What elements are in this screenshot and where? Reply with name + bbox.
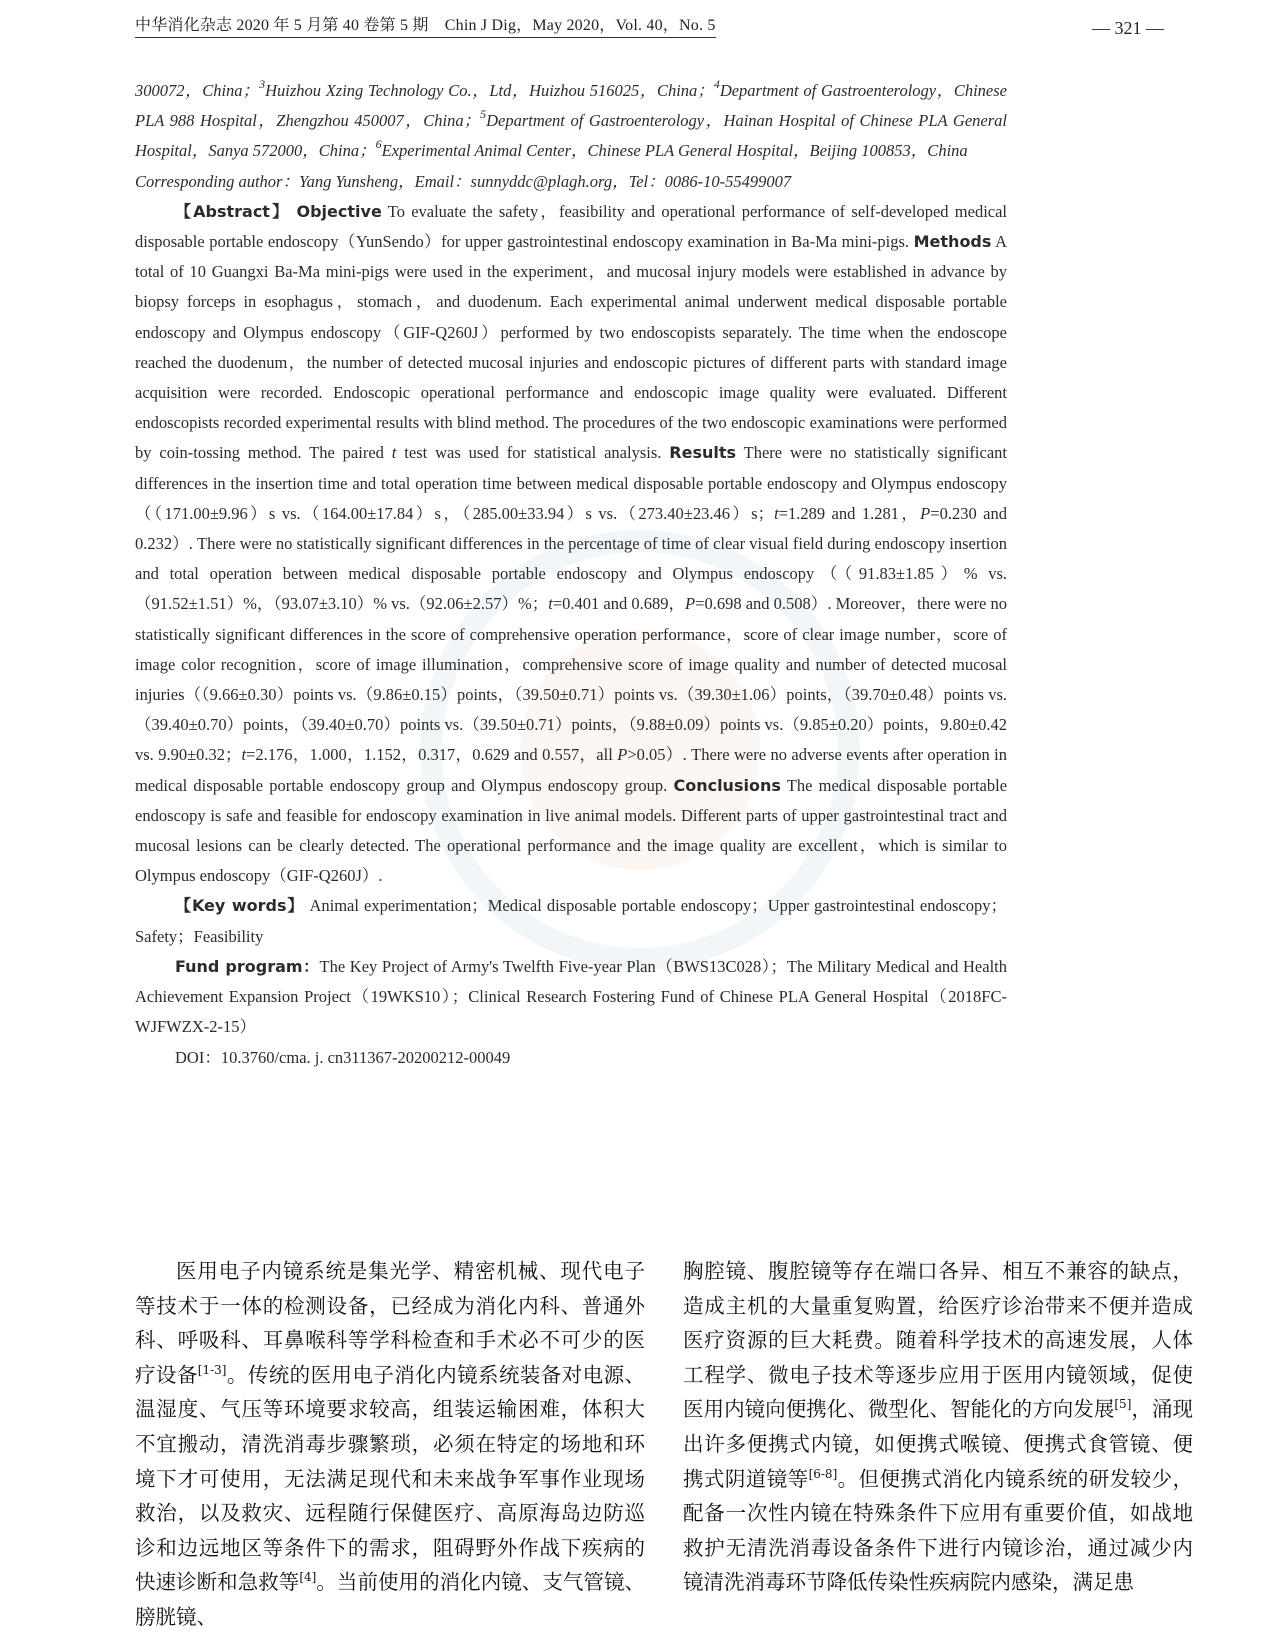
abstract-label: 【Abstract】 bbox=[175, 201, 291, 221]
keywords-text: Animal experimentation；Medical disposable portable endoscopy；Upper gastrointestinal endoscopy；Safety；Feasibility bbox=[135, 896, 1007, 946]
affiliation-text: 300072，China； bbox=[135, 81, 260, 100]
stat-symbol: t bbox=[241, 745, 247, 765]
affiliation-number: 5 bbox=[480, 107, 487, 122]
affiliation-number: 3 bbox=[259, 77, 266, 91]
conclusions-heading: Conclusions bbox=[673, 775, 781, 795]
affiliation-text: Experimental Animal Center，Chinese PLA General Hospital，Beijing 100853，China bbox=[381, 141, 968, 161]
methods-text: A total of 10 Guangxi Ba-Ma mini-pigs were used in the experiment，and mucosal injury models were established in advance by biopsy forceps in esophagus，stomach，and duodenum. Each experimental animal underwent medical disposable portable endoscopy and Olympus endoscopy（GIF-Q260J）performed by two endoscopists separately. The time when the endoscope reached the duodenum，the number of detected mucosal injuries and endoscopic pictures of different parts with standard image acquisition were recorded. Endoscopic operational performance and endoscopic image quality were evaluated. Different endoscopists recorded experimental results with blind method. The procedures of the two endoscopic examinations were performed by coin-tossing method. The paired bbox=[135, 232, 1008, 463]
stat-symbol: t bbox=[548, 594, 553, 614]
affiliation-text: Department of Gastroenterology，Hainan Hospital of Chinese PLA General Hospital，Sanya 572000，China； bbox=[135, 111, 1007, 161]
stat-symbol: P bbox=[617, 745, 628, 765]
results-text: >0.05）. There were no adverse events after operation in medical disposable portable endoscopy group and Olympus endoscopy group. bbox=[135, 745, 1007, 795]
results-heading: Results bbox=[669, 443, 737, 463]
corresponding-author: Corresponding author：Yang Yunsheng，Email：sunnyddc@plagh.org，Tel：0086-10-55499007 bbox=[135, 171, 792, 191]
body-text: 。传统的医用电子消化内镜系统装备对电源、温湿度、气压等环境要求较高，组装运输困难，体积大不宜搬动，清洗消毒步骤繁琐，必须在特定的场地和环境下才可使用，无法满足现代和未来战争军事作业现场救治，以及救灾、远程随行保健医疗、高原海岛边防巡诊和边远地区等条件下的需求，阻碍野外作战下疾病的快速诊断和急救等 bbox=[135, 1362, 646, 1595]
body-paragraph bbox=[135, 1254, 645, 1635]
stat-symbol: P bbox=[920, 503, 931, 523]
citation: [4] bbox=[299, 1570, 317, 1585]
doi: DOI：10.3760/cma. j. cn311367-20200212-00049 bbox=[175, 1047, 511, 1067]
methods-heading: Methods bbox=[913, 232, 992, 252]
results-text: =1.289 and 1.281， bbox=[778, 503, 921, 523]
body-text: ，涌现出许多便携式内镜，如便携式喉镜、便携式食管镜、便携式阴道镜等 bbox=[683, 1397, 1194, 1491]
stat-symbol: P bbox=[685, 594, 696, 614]
methods-text-end: test was used for statistical analysis. bbox=[404, 443, 662, 463]
conclusions-text: The medical disposable portable endoscopy is safe and feasible for endoscopy examination in live animal models. Different parts of upper gastrointestinal tract and mucosal lesions can be clearly detected. The operational performance and the image quality are excellent，which is similar to Olympus endoscopy（GIF-Q260J）. bbox=[135, 775, 1008, 886]
affiliation-text: Department of Gastroenterology，Chinese PLA 988 Hospital，Zhengzhou 450007，China； bbox=[135, 81, 1007, 131]
body-column-right bbox=[683, 1254, 1193, 1600]
abstract bbox=[135, 197, 1007, 892]
citation: [6-8] bbox=[808, 1466, 838, 1481]
body-text: 。但便携式消化内镜系统的研发较少，配备一次性内镜在特殊条件下应用有重要价值，如战地救护无清洗消毒设备条件下进行内镜诊治，通过减少内镜清洗消毒环节降低传染性疾病院内感染，满足患 bbox=[683, 1466, 1194, 1595]
stat-symbol: t bbox=[774, 503, 779, 523]
objective-text: To evaluate the safety，feasibility and operational performance of self-developed medical disposable portable endoscopy（YunSendo）for upper gastrointestinal endoscopy examination in Ba-Ma mini-pigs. bbox=[135, 201, 1008, 252]
body-text: 胸腔镜、腹腔镜等存在端口各异、相互不兼容的缺点，造成主机的大量重复购置，给医疗诊治带来不便并造成医疗资源的巨大耗费。随着科学技术的高速发展，人体工程学、微电子技术等逐步应用于医用内镜领域，促使医用内镜向便携化、微型化、智能化的方向发展 bbox=[683, 1259, 1193, 1422]
fund-label: Fund program： bbox=[175, 956, 320, 976]
affiliations bbox=[135, 76, 1007, 167]
citation: [5] bbox=[1114, 1397, 1132, 1412]
objective-heading: Objective bbox=[296, 201, 382, 221]
results-text: =0.230 and 0.232）. There were no statistically significant differences in the percentage of time of clear visual field during endoscopy insertion and total operation between medical disposable portable endoscopy and Olympus endoscopy（（91.83±1.85）% vs.（91.52±1.51）%，（93.07±3.10）% vs.（92.06±2.57）%； bbox=[135, 503, 1007, 614]
affiliation-number: 4 bbox=[713, 77, 720, 91]
keywords bbox=[135, 891, 1007, 951]
fund-program bbox=[135, 952, 1007, 1043]
results-text: =0.698 and 0.508）. Moreover，there were no statistically significant differences in the score of comprehensive operation performance，score of clear image number，score of image color recognition，score of image illumination，comprehensive score of image quality and number of detected mucosal injuries（（9.66±0.30）points vs.（9.86±0.15）points，（39.50±0.71）points vs.（39.30±1.06）points，（39.70±0.48）points vs.（39.40±0.70）points，（39.40±0.70）points vs.（39.50±0.71）points，（9.88±0.09）points vs.（9.85±0.20）points，9.80±0.42 vs. 9.90±0.32； bbox=[135, 594, 1007, 765]
running-head: 中华消化杂志 2020 年 5 月第 40 卷第 5 期 Chin J Dig，May 2020，Vol. 40，No. 5 bbox=[135, 12, 716, 38]
results-text: =0.401 and 0.689， bbox=[552, 594, 686, 614]
english-front-matter bbox=[135, 76, 1007, 1073]
affiliation-number: 6 bbox=[375, 137, 382, 152]
citation: [1-3] bbox=[197, 1362, 227, 1377]
body-column-left bbox=[135, 1254, 645, 1635]
body-text: 。当前使用的消化内镜、支气管镜、膀胱镜、 bbox=[135, 1570, 646, 1629]
page-number: — 321 — bbox=[1092, 18, 1164, 38]
body-text: 医用电子内镜系统是集光学、精密机械、现代电子等技术于一体的检测设备，已经成为消化内科、普通外科、呼吸科、耳鼻喉科等学科检查和手术必不可少的医疗设备 bbox=[135, 1259, 645, 1387]
stat-symbol: t bbox=[391, 443, 397, 463]
fund-text: The Key Project of Army's Twelfth Five-year Plan（BWS13C028）；The Military Medical and Health Achievement Expansion Project（19WKS10）；Clinical Research Fostering Fund of Chinese PLA General Hospital（2018FC-WJFWZX-2-15） bbox=[135, 956, 1007, 1037]
results-text: There were no statistically significant differences in the insertion time and total operation time between medical disposable portable endoscopy and Olympus endoscopy（（171.00±9.96）s vs.（164.00±17.84）s，（285.00±33.94）s vs.（273.40±23.46）s； bbox=[135, 443, 1007, 523]
affiliation-text: Huizhou Xzing Technology Co.，Ltd，Huizhou 516025，China； bbox=[265, 81, 714, 100]
keywords-label: 【Key words】 bbox=[175, 896, 305, 916]
body-paragraph bbox=[683, 1254, 1193, 1600]
results-text: =2.176，1.000，1.152，0.317，0.629 and 0.557，all bbox=[246, 745, 613, 765]
